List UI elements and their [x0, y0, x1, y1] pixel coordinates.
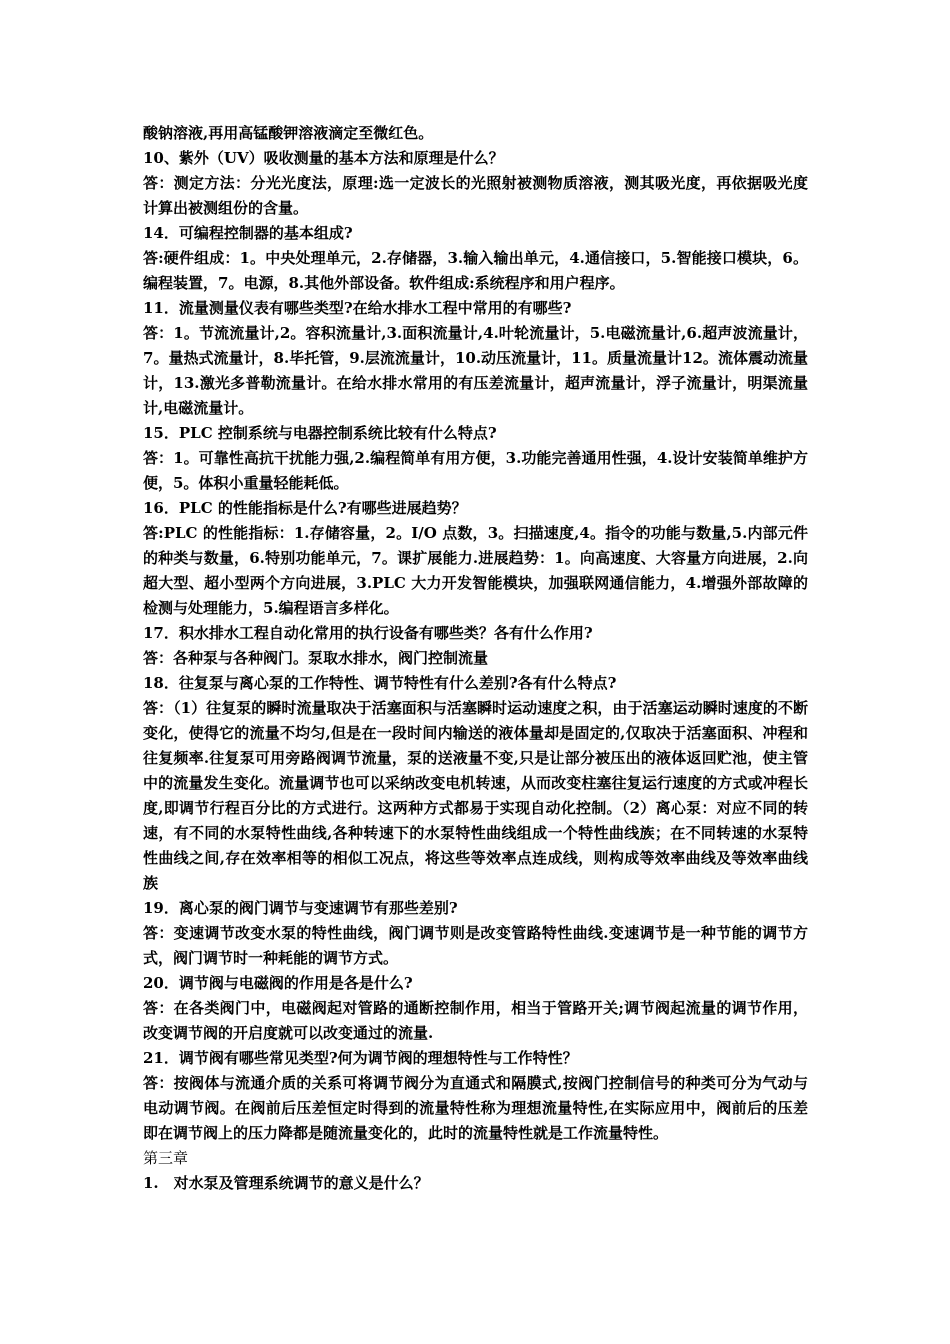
- question-10: 10、紫外（UV）吸收测量的基本方法和原理是什么？: [143, 149, 504, 167]
- answer-21: 答：按阀体与流通介质的关系可将调节阀分为直通式和隔膜式,按阀门控制信号的种类可分为气动与电动调节阀。在阀前后压差恒定时得到的流量特性称为理想流量特性,在实际应用中，阀前后的压差即在调节阀上的压力降都是随流量变化的，此时的流量特性就是工作流量特性。: [143, 1074, 808, 1142]
- answer-18: 答：（1）往复泵的瞬时流量取决于活塞面积与活塞瞬时运动速度之积，由于活塞运动瞬时速度的不断变化，使得它的流量不均匀,但是在一段时间内输送的液体量却是固定的,仅取决于活塞面积、冲程和往复频率.往复泵可用旁路阀调节流量，泵的送液量不变,只是让部分被压出的液体返回贮池，使主管中的流量发生变化。流量调节也可以采纳改变电机转速，从而改变柱塞往复运行速度的方式或冲程长度,即调节行程百分比的方式进行。这两种方式都易于实现自动化控制。（2）离心泵：对应不同的转速，有不同的水泵特性曲线,各种转速下的水泵特性曲线组成一个特性曲线族；在不同转速的水泵特性曲线之间,存在效率相等的相似工况点，将这些等效率点连成线，则构成等效率曲线及等效率曲线族: [143, 699, 808, 892]
- answer-10: 答：测定方法：分光光度法，原理:选一定波长的光照射被测物质溶液，测其吸光度，再依据吸光度计算出被测组份的含量。: [143, 174, 808, 217]
- answer-14: 答:硬件组成：1。中央处理单元，2.存储器，3.输入输出单元，4.通信接口，5.智能接口模块，6。编程装置，7。电源，8.其他外部设备。软件组成:系统程序和用户程序。: [143, 249, 808, 292]
- question-17: 17．积水排水工程自动化常用的执行设备有哪些类？各有什么作用?: [143, 624, 593, 642]
- question-20: 20．调节阀与电磁阀的作用是各是什么?: [143, 974, 413, 992]
- answer-20: 答：在各类阀门中，电磁阀起对管路的通断控制作用，相当于管路开关;调节阀起流量的调节作用，改变调节阀的开启度就可以改变通过的流量.: [143, 999, 808, 1042]
- question-21: 21．调节阀有哪些常见类型?何为调节阀的理想特性与工作特性？: [143, 1049, 578, 1067]
- question-15: 15．PLC 控制系统与电器控制系统比较有什么特点?: [143, 424, 497, 442]
- answer-16: 答:PLC 的性能指标：1.存储容量，2。I/O 点数，3。扫描速度,4。指令的功能与数量,5.内部元件的种类与数量，6.特别功能单元，7。课扩展能力.进展趋势：1。向高速度、大容量方向进展，2.向超大型、超小型两个方向进展，3.PLC 大力开发智能模块，加强联网通信能力，4.增强外部故障的检测与处理能力，5.编程语言多样化。: [143, 524, 808, 617]
- paragraph-continuation: 酸钠溶液,再用高锰酸钾溶液滴定至微红色。: [143, 124, 434, 142]
- answer-15: 答：1。可靠性高抗干扰能力强,2.编程简单有用方便，3.功能完善通用性强，4.设计安装简单维护方便，5。体积小重量轻能耗低。: [143, 449, 808, 492]
- answer-17: 答：各种泵与各种阀门。泵取水排水，阀门控制流量: [143, 649, 489, 667]
- question-14: 14．可编程控制器的基本组成?: [143, 224, 353, 242]
- question-16: 16．PLC 的性能指标是什么?有哪些进展趋势？: [143, 499, 467, 517]
- chapter-heading: 第三章: [143, 1149, 189, 1167]
- answer-19: 答：变速调节改变水泵的特性曲线，阀门调节则是改变管路特性曲线.变速调节是一种节能的调节方式，阀门调节时一种耗能的调节方式。: [143, 924, 808, 967]
- question-11: 11．流量测量仪表有哪些类型?在给水排水工程中常用的有哪些?: [143, 299, 572, 317]
- answer-11: 答：1。节流流量计,2。容积流量计,3.面积流量计,4.叶轮流量计，5.电磁流量计,6.超声波流量计，7。量热式流量计，8.毕托管，9.层流流量计，10.动压流量计，11。质量流量计12。流体震动流量计，13.激光多普勒流量计。在给水排水常用的有压差流量计，超声流量计，浮子流量计，明渠流量计,电磁流量计。: [143, 324, 808, 417]
- chapter3-question-1: 1. 对水泵及管理系统调节的意义是什么？: [143, 1174, 429, 1192]
- document-body: [143, 121, 808, 1196]
- question-18: 18．往复泵与离心泵的工作特性、调节特性有什么差别?各有什么特点?: [143, 674, 617, 692]
- question-19: 19．离心泵的阀门调节与变速调节有那些差别?: [143, 899, 458, 917]
